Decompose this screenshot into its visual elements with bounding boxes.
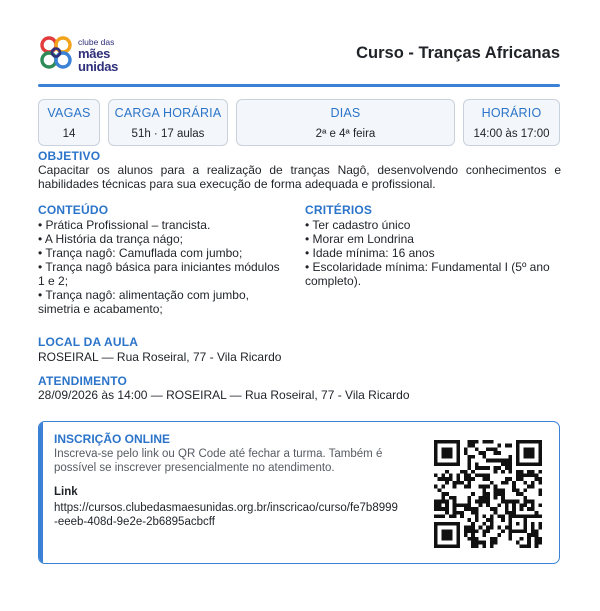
conteudo-heading: CONTEÚDO <box>38 203 109 217</box>
brand-logo <box>38 36 158 74</box>
course-info-row <box>38 99 560 146</box>
brand-line2: unidas <box>78 58 119 74</box>
signup-accent-bar <box>39 422 43 563</box>
info-box-vagas <box>38 99 100 146</box>
brand-wordmark <box>78 38 118 73</box>
header-divider <box>38 84 560 87</box>
clube-maes-unidas-logo-icon <box>38 36 74 70</box>
signup-description: Inscreva-se pelo link ou QR Code até fechar a turma. Também é possível se inscrever presencialmente no atendimento. <box>54 448 383 474</box>
info-box-dias <box>236 99 455 146</box>
signup-link[interactable]: https://cursos.clubedasmaesunidas.org.br/inscricao/curso/fe7b8999-eeeb-408d-9e2e-2b6895acbcff <box>54 502 398 528</box>
signup-card <box>38 421 560 564</box>
info-value: 2ª e 4ª feira <box>315 128 376 140</box>
list-item: • A História da trança nágo; <box>38 232 183 246</box>
list-item: • Idade mínima: 16 anos <box>305 246 435 260</box>
list-item: • Ter cadastro único <box>305 218 411 232</box>
info-label: VAGAS <box>47 106 91 120</box>
criterios-heading: CRITÉRIOS <box>305 203 373 217</box>
brand-line1: mães <box>78 45 111 61</box>
list-item: • Trança nagô: Camuflada com jumbo; <box>38 246 243 260</box>
link-label: Link <box>54 486 78 498</box>
local-text: ROSEIRAL — Rua Roseiral, 77 - Vila Ricardo <box>38 350 282 364</box>
list-item: • Morar em Londrina <box>305 232 414 246</box>
info-label: CARGA HORÁRIA <box>114 106 222 120</box>
info-box-horario <box>463 99 560 146</box>
list-item: • Prática Profissional – trancista. <box>38 218 211 232</box>
list-item: • Trança nagô: alimentação com jumbo, simetria e acabamento; <box>38 288 249 316</box>
list-item: • Trança nagô básica para iniciantes módulos 1 e 2; <box>38 260 280 288</box>
atendimento-heading: ATENDIMENTO <box>38 374 128 388</box>
objetivo-text: Capacitar os alunos para a realização de tranças Nagô, desenvolvendo conhecimentos e habilidades técnicas para sua execução de forma adequada e profissional. <box>38 163 561 191</box>
objetivo-heading: OBJETIVO <box>38 149 101 163</box>
info-value: 14 <box>62 128 76 140</box>
page-header <box>38 36 560 76</box>
criterios-list <box>305 218 561 288</box>
local-heading: LOCAL DA AULA <box>38 335 139 349</box>
info-box-carga-horaria <box>108 99 228 146</box>
info-label: DIAS <box>330 106 361 120</box>
atendimento-text: 28/09/2026 às 14:00 — ROSEIRAL — Rua Roseiral, 77 - Vila Ricardo <box>38 388 410 402</box>
brand-small-text: clube das <box>78 37 115 47</box>
signup-heading: INSCRIÇÃO ONLINE <box>54 432 171 446</box>
info-value: 51h · 17 aulas <box>131 128 205 140</box>
page-title: Curso - Tranças Africanas <box>356 44 560 62</box>
qr-code-icon[interactable] <box>434 439 542 549</box>
info-value: 14:00 às 17:00 <box>473 128 550 140</box>
info-label: HORÁRIO <box>481 106 542 120</box>
conteudo-list <box>38 218 288 316</box>
list-item: • Escolaridade mínima: Fundamental I (5º ano completo). <box>305 260 550 288</box>
